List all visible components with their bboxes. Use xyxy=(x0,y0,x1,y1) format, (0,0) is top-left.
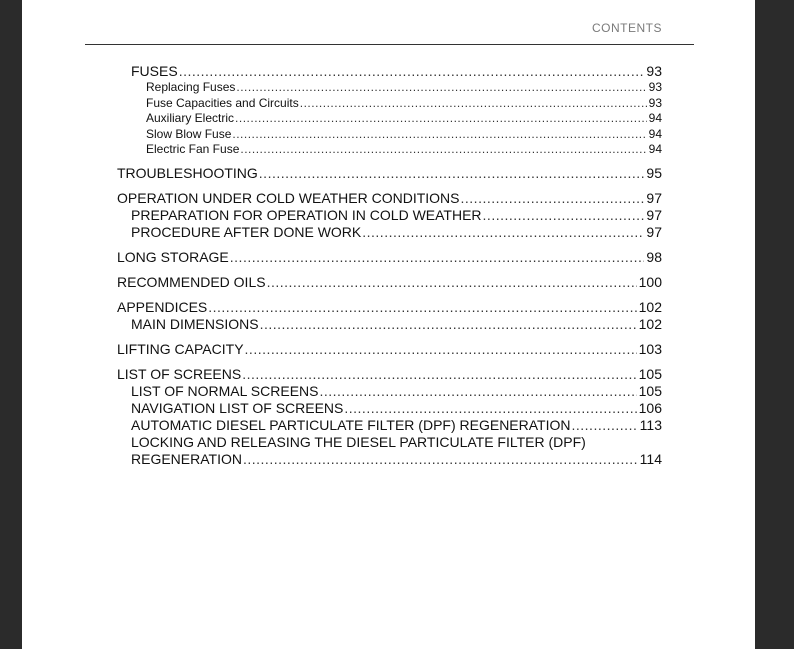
toc-dot-leader xyxy=(230,249,645,266)
toc-entry-main-dimensions[interactable] xyxy=(117,316,662,333)
toc-dot-leader xyxy=(344,400,636,417)
toc-entry-label: AUTOMATIC DIESEL PARTICULATE FILTER (DPF) REGENERATION xyxy=(131,416,571,433)
toc-dot-leader xyxy=(362,224,644,241)
toc-page-number: 97 xyxy=(646,206,662,223)
toc-entry-automatic-dpf-regeneration[interactable] xyxy=(117,417,662,434)
toc-entry-auxiliary-electric[interactable] xyxy=(117,111,662,127)
spacer xyxy=(117,266,662,274)
page-header-title: CONTENTS xyxy=(592,21,662,35)
toc-entry-label: Replacing Fuses xyxy=(146,80,236,94)
spacer xyxy=(117,241,662,249)
toc-entry-fuses[interactable] xyxy=(117,63,662,80)
toc-dot-leader xyxy=(259,165,645,182)
toc-entry-label: MAIN DIMENSIONS xyxy=(131,315,259,332)
toc-entry-replacing-fuses[interactable] xyxy=(117,80,662,96)
toc-entry-troubleshooting[interactable] xyxy=(117,165,662,182)
toc-entry-label: OPERATION UNDER COLD WEATHER CONDITIONS xyxy=(117,189,460,206)
toc-entry-label: PREPARATION FOR OPERATION IN COLD WEATHER xyxy=(131,206,482,223)
toc-dot-leader xyxy=(572,417,638,434)
toc-page-number: 100 xyxy=(638,273,662,290)
toc-dot-leader xyxy=(236,80,646,96)
toc-page-number: 103 xyxy=(638,340,662,357)
toc-page-number: 93 xyxy=(648,80,662,94)
toc-entry-label: Electric Fan Fuse xyxy=(146,142,240,157)
toc-page-number: 93 xyxy=(646,63,662,79)
toc-dot-leader xyxy=(208,299,636,316)
toc-entry-label: PROCEDURE AFTER DONE WORK xyxy=(131,223,362,240)
toc-entry-label: LIST OF SCREENS xyxy=(117,365,242,382)
spacer xyxy=(117,158,662,165)
spacer xyxy=(117,358,662,366)
toc-entry-label: Slow Blow Fuse xyxy=(146,126,232,141)
toc-entry-label: APPENDICES xyxy=(117,298,208,315)
toc-entry-preparation-cold-weather[interactable] xyxy=(117,207,662,224)
toc-entry-label: LIST OF NORMAL SCREENS xyxy=(131,382,319,399)
toc-dot-leader xyxy=(245,341,637,358)
toc-entry-procedure-after-work[interactable] xyxy=(117,224,662,241)
toc-entry-label: FUSES xyxy=(131,63,178,79)
toc-page-number: 105 xyxy=(638,382,662,399)
toc-entry-navigation-list-of-screens[interactable] xyxy=(117,400,662,417)
toc-page-number: 102 xyxy=(638,298,662,315)
toc-dot-leader xyxy=(243,451,638,468)
toc-entry-recommended-oils[interactable] xyxy=(117,274,662,291)
toc-page-number: 93 xyxy=(648,95,662,110)
document-page xyxy=(22,0,755,649)
toc-entry-label: Fuse Capacities and Circuits xyxy=(146,95,299,110)
toc-page-number: 97 xyxy=(646,223,662,240)
toc-page-number: 98 xyxy=(646,248,662,265)
toc-entry-list-of-normal-screens[interactable] xyxy=(117,383,662,400)
toc-page-number: 113 xyxy=(639,416,662,433)
toc-entry-label: RECOMMENDED OILS xyxy=(117,273,266,290)
toc-entry-electric-fan-fuse[interactable] xyxy=(117,142,662,158)
toc-page-number: 114 xyxy=(639,450,662,467)
toc-entry-cold-weather[interactable] xyxy=(117,190,662,207)
toc-page-number: 106 xyxy=(638,399,662,416)
toc-entry-locking-releasing-line1[interactable]: LOCKING AND RELEASING THE DIESEL PARTICULATE FILTER (DPF) xyxy=(131,433,586,450)
toc-entry-lifting-capacity[interactable] xyxy=(117,341,662,358)
toc-dot-leader xyxy=(483,207,645,224)
header-rule xyxy=(85,44,694,45)
toc-entry-label: TROUBLESHOOTING xyxy=(117,164,258,181)
toc-entry-fuse-capacities[interactable] xyxy=(117,96,662,112)
toc-entry-label: REGENERATION xyxy=(131,450,242,467)
toc-entry-label: NAVIGATION LIST OF SCREENS xyxy=(131,399,344,416)
toc-entry-list-of-screens[interactable] xyxy=(117,366,662,383)
toc-dot-leader xyxy=(461,190,645,207)
toc-dot-leader xyxy=(242,366,636,383)
toc-page-number: 94 xyxy=(648,126,662,141)
toc-page-number: 94 xyxy=(648,111,662,126)
toc-entry-label: LIFTING CAPACITY xyxy=(117,340,244,357)
spacer xyxy=(117,182,662,190)
toc-entry-long-storage[interactable] xyxy=(117,249,662,266)
toc-dot-leader xyxy=(319,383,636,400)
toc-dot-leader xyxy=(240,142,646,158)
toc-page-number: 95 xyxy=(646,164,662,181)
toc-page-number: 94 xyxy=(648,142,662,157)
toc-entry-slow-blow-fuse[interactable] xyxy=(117,127,662,143)
toc-page-number: 97 xyxy=(646,189,662,206)
toc-page-number: 105 xyxy=(638,365,662,382)
spacer xyxy=(117,333,662,341)
toc-entry-label: Auxiliary Electric xyxy=(146,111,235,126)
spacer xyxy=(117,291,662,299)
table-of-contents xyxy=(117,63,662,468)
toc-dot-leader xyxy=(232,127,646,143)
toc-page-number: 102 xyxy=(638,315,662,332)
toc-dot-leader xyxy=(300,96,647,112)
toc-dot-leader xyxy=(260,316,637,333)
toc-dot-leader xyxy=(179,63,645,80)
toc-dot-leader xyxy=(235,111,647,127)
toc-entry-appendices[interactable] xyxy=(117,299,662,316)
toc-entry-locking-releasing-line2[interactable] xyxy=(117,451,662,468)
toc-entry-label: LONG STORAGE xyxy=(117,248,229,265)
toc-dot-leader xyxy=(267,274,637,291)
